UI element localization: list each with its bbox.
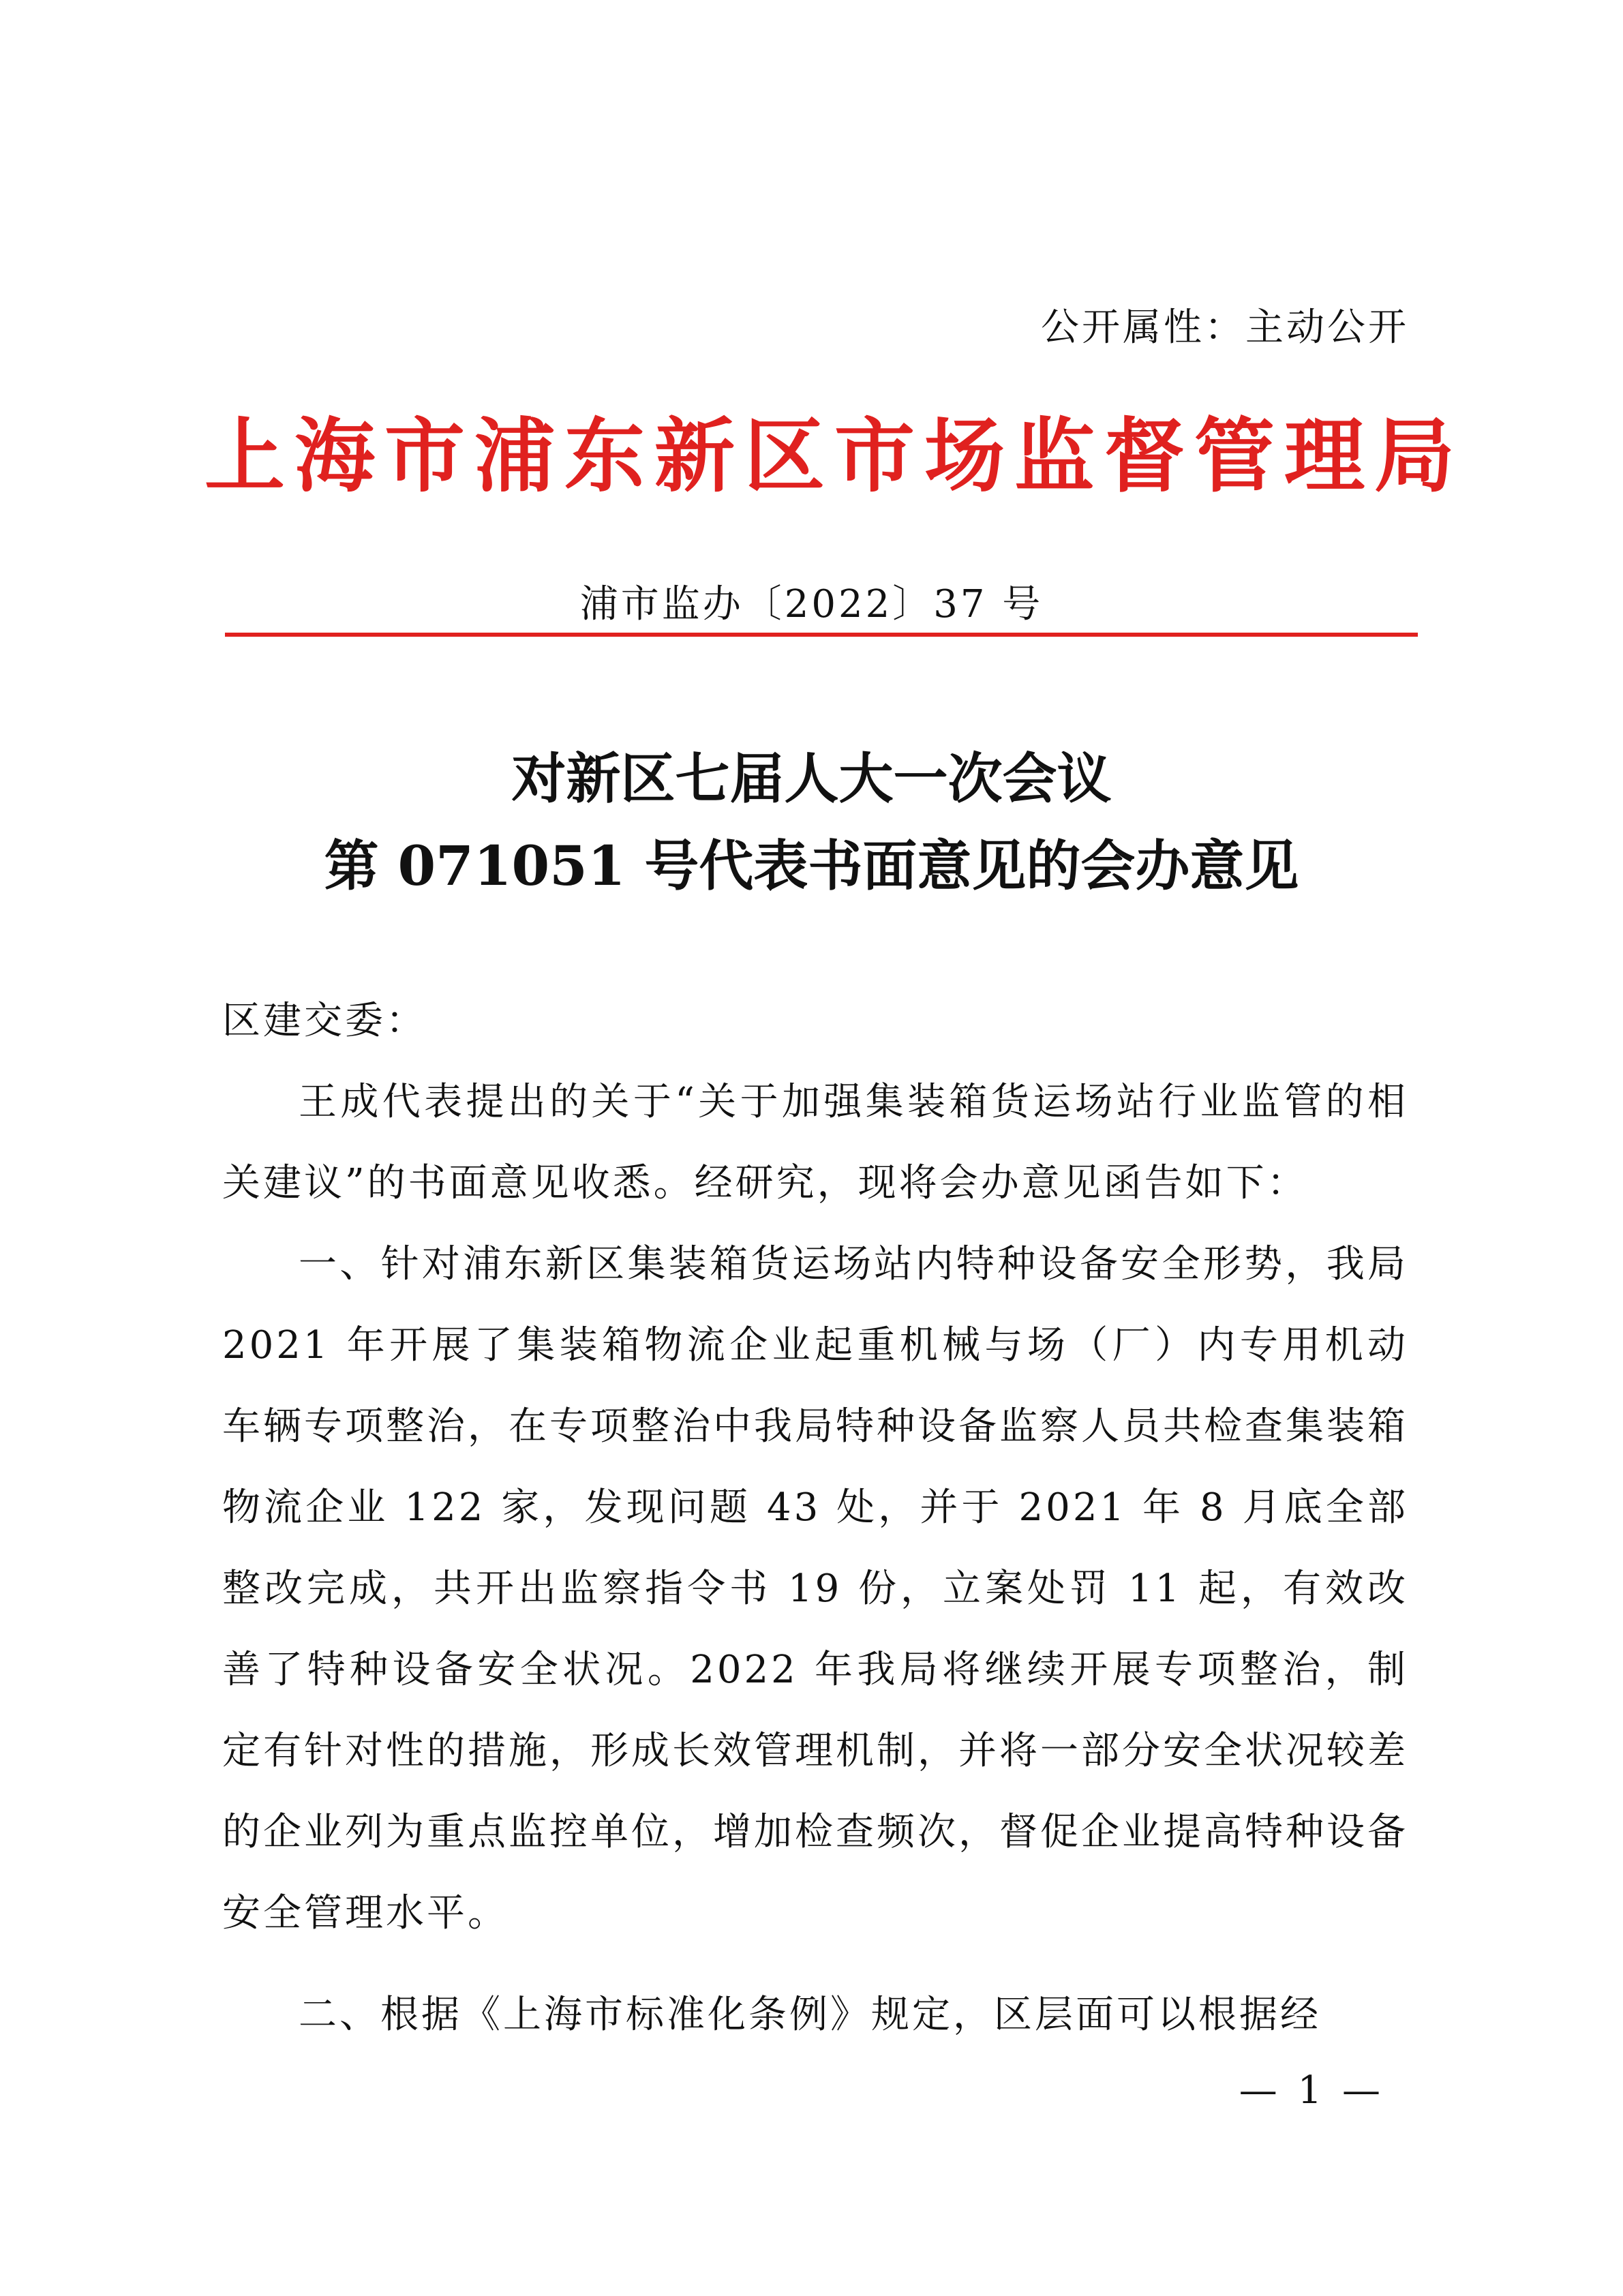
document-number: 浦市监办〔2022〕37 号 (579, 582, 1044, 626)
disclosure-attribute: 公开属性：主动公开 (1041, 305, 1409, 350)
document-title (0, 735, 1623, 909)
page-number: — 1 — (1239, 2068, 1384, 2113)
title-line-1: 对新区七届人大一次会议 (511, 746, 1112, 811)
red-divider-line (225, 633, 1418, 637)
document-body (222, 980, 1408, 2055)
salutation: 区建交委： (222, 999, 427, 1043)
issuing-agency-title: 上海市浦东新区市场监督管理局 (204, 408, 1465, 503)
body-paragraph: 一、针对浦东新区集装箱货运场站内特种设备安全形势，我局 2021 年开展了集装箱物流企业起重机械与场（厂）内专用机动车辆专项整治，在专项整治中我局特种设备监察人员共检查集装箱物流企业 122 家，发现问题 43 处，并于 2021 年 8 月底全部整改完成，共开出监察指令书 19 份，立案处罚 11 起，有效改善了特种设备安全状况。2022 年我局将继续开展专项整治，制定有针对性的措施，形成长效管理机制，并将一部分安全状况较差的企业列为重点监控单位，增加检查频次，督促企业提高特种设备安全管理水平。 (222, 1242, 1408, 1935)
body-paragraph: 王成代表提出的关于“关于加强集装箱货运场站行业监管的相关建议”的书面意见收悉。经研究，现将会办意见函告如下： (222, 1080, 1408, 1205)
title-line-2: 第 071051 号代表书面意见的会办意见 (324, 834, 1299, 898)
body-paragraph: 二、根据《上海市标准化条例》规定，区层面可以根据经 (299, 1993, 1321, 2037)
